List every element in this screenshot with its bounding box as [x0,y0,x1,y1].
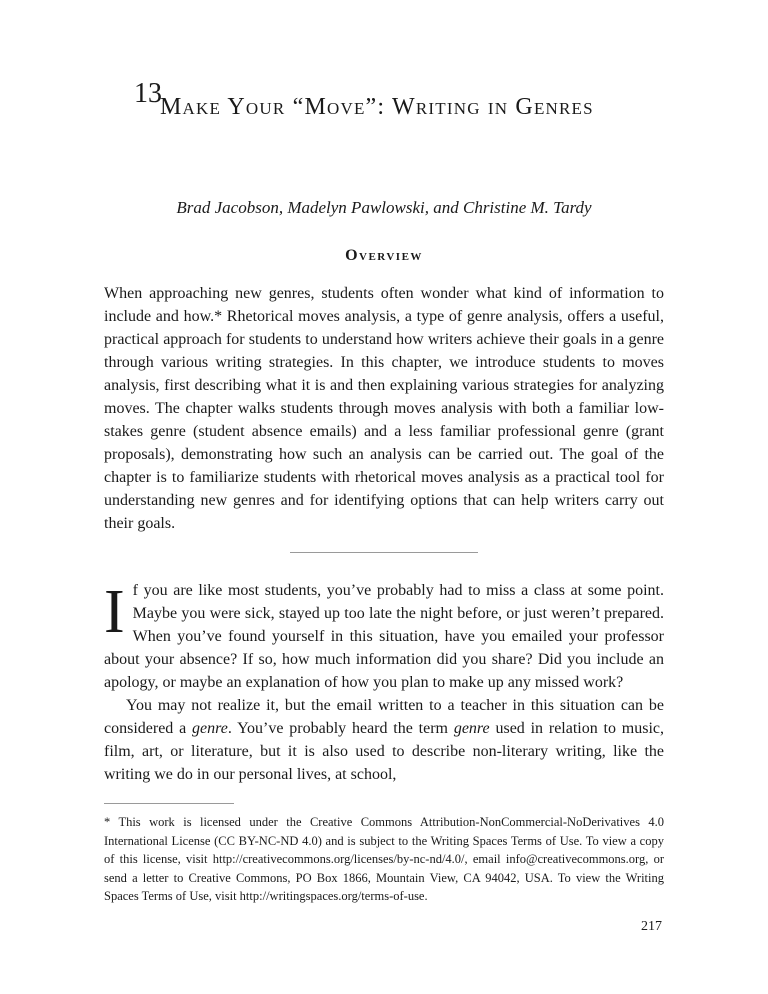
chapter-title: Make Your “Move”: Writing in Genres [160,94,594,120]
body-paragraph-2-part-1: You may not realize it, but the email written to a teacher in this situation can be considered a [104,697,664,737]
body-paragraph-2-part-3: used in relation to music, film, art, or literature, but it is also used to describe non-literary writing, like the writing we do in our personal lives, at school, [104,720,665,783]
genre-emphasis: genre [192,720,228,737]
body-text [104,579,664,786]
chapter-authors: Brad Jacobson, Madelyn Pawlowski, and Christine M. Tardy [176,198,592,217]
body-paragraph-1-text: f you are like most students, you’ve probably had to miss a class at some point. Maybe you were sick, stayed up too late the night before, or just weren’t prepared. When you’ve found yourself in this situation, have you emailed your professor about your absence? If so, how much information did you share? Did you include an apology, or maybe an explanation of how you plan to make up any missed work? [104,582,664,691]
section-divider [290,552,478,553]
body-paragraph-2 [104,694,664,786]
overview-text: When approaching new genres, students often wonder what kind of information to include and how.* Rhetorical moves analysis, a type of genre analysis, offers a useful, practical approach for students to understand how writers achieve their goals in a genre through various writing strategies. In this chapter, we introduce students to moves analysis, first describing what it is and then explaining various strategies for analyzing moves. The chapter walks students through moves analysis with both a familiar low-stakes genre (student absence emails) and a less familiar professional genre (grant proposals), demonstrating how such an analysis can be carried out. The goal of the chapter is to familiarize students with rhetorical moves analysis as a practical tool for understanding new genres and for identifying options that can help writers carry out their goals. [104,285,664,532]
body-paragraph-2-part-2: . You’ve probably heard the term [227,720,454,737]
page-number: 217 [641,919,662,934]
footnote-divider [104,803,234,804]
genre-emphasis-2: genre [453,720,490,737]
overview-heading: Overview [345,247,423,264]
chapter-number: 13 [134,78,162,109]
drop-cap: I [104,578,125,646]
body-paragraph-1 [104,579,664,694]
footnote: * This work is licensed under the Creative Commons Attribution-NonCommercial-NoDerivatives 4.0 International License (CC BY-NC-ND 4.0) and is subject to the Writing Spaces Terms of Use. To view a copy of this license, visit http://creativecommons.org/licenses/by-nc-nd/4.0/, email info@creativecommons.org, or send a letter to Creative Commons, PO Box 1866, Mountain View, CA 94042, USA. To view the Writing Spaces Terms of Use, visit http://writingspaces.org/terms-of-use. [104,815,664,903]
